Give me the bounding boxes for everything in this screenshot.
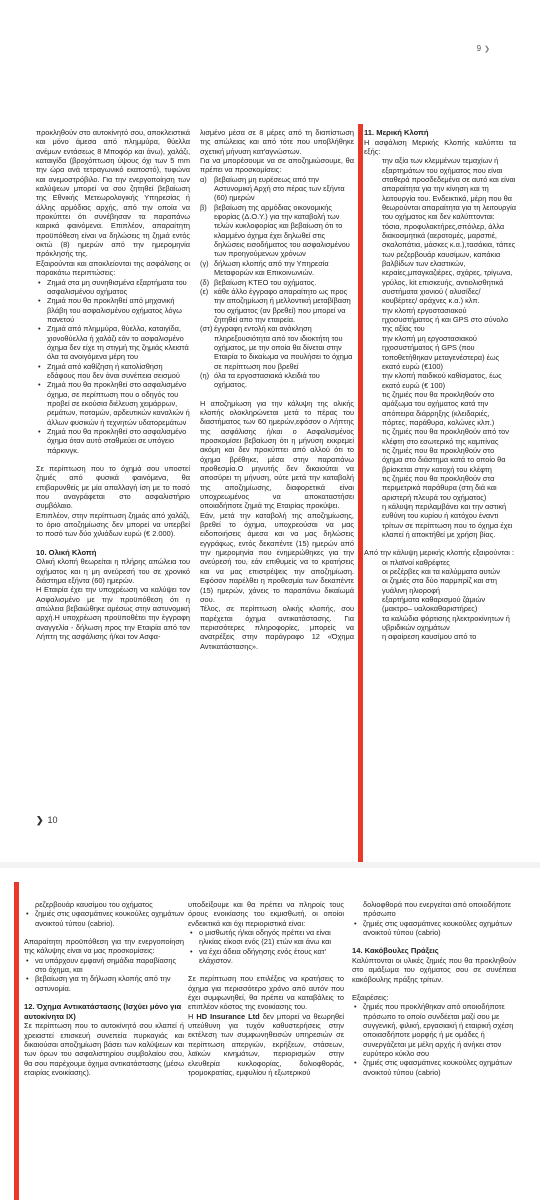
paragraph: Η HD Insurance Ltd δεν μπορεί να θεωρηθεί υπεύθυνη για τυχόν καθυστερήσεις στην εκτέλεση των συμφωνηθεισών υπηρεσιών σε περίπτωση απεργιών, εκρήξεων, στάσεων, λαϊκών κινημάτων, περιορισμών στην ελευθερία κυκλοφορίας, δολιοφθοράς, τρομοκρατίας, εμφυλίου ή εξωτερικού <box>188 1011 344 1077</box>
column-3 <box>352 900 516 1077</box>
paragraph: Σε περίπτωση που επιλέξεις να κρατήσεις το όχημα για περισσότερο χρόνο από αυτόν που έχει συμφωνηθεί, θα πρέπει να καταβάλεις το επιπλέον κόστος της ενοικίασης του. <box>188 974 344 1012</box>
company-name: HD Insurance Ltd <box>196 1011 260 1021</box>
page-10-fragment <box>0 868 540 1200</box>
arrow-icon: ❯ <box>484 46 490 53</box>
list-item: • Ζημιά από πλημμύρα, θύελλα, καταιγίδα, χιονοθύελλα ή χαλάζι εάν το ασφαλισμένο όχημα δεν είχε τη στιγμή της ζημιάς κλειστά όλα τα ανοιγόμενα μέρη του <box>47 324 190 361</box>
column-3 <box>364 128 516 642</box>
requirements-list <box>24 956 184 993</box>
column-2 <box>188 900 344 1077</box>
list-item: • να έχει άδεια οδήγησης ενός έτους κατ' ελάχιστον. <box>199 947 344 966</box>
list-item: β) βεβαίωση της αρμόδιας οικονομικής εφορίας (Δ.Ο.Υ.) για την καταβολή των τελών κυκλοφορίας και βεβαίωση ότι το κλαμμένο όχημα έχει δηλωθεί στις δηλώσεις εισοδήματος του ασφαλισμένου των προηγούμενων χρόνων <box>200 202 350 259</box>
list-item: (στ) έγγραφη εντολή και ανάκληση πληρεξουσιότητα από τον ιδιοκτήτη του οχήματος, με την οποία θα δίνεται στην Εταιρία το δικαίωμα να πουλήσει το όχημα σε περίπτωση που βρεθεί <box>200 324 353 371</box>
list-item: (γ) δήλωση κλοπής από την Υπηρεσία Μεταφορών και Επικοινωνιών. <box>200 258 329 278</box>
section-heading-12: 12. Όχημα Αντικατάστασης (Ισχύει μόνο για αυτοκίνητα ΙΧ) <box>24 1002 182 1021</box>
list-item: • να υπάρχουν εμφανή σημάδια παραβίασης στο όχημα, και <box>35 956 184 975</box>
page-number-top: 9 ❯ <box>476 44 490 53</box>
red-accent-bar-left <box>14 882 19 1200</box>
exclusions-list <box>36 278 190 456</box>
paragraph: Απαραίτητη προϋπόθεση για την ενεργοποίηση της κάλυψης είναι να μας προσκομίσεις: <box>24 937 184 956</box>
list-item: • βεβαίωση για τη δήλωση κλοπής από την αστυνομία. <box>35 974 184 993</box>
list-item: η αφαίρεση καυσίμου από το <box>382 632 477 642</box>
column-2 <box>200 128 354 651</box>
list-item: την κλοπή μη εργοστασιακού ηχοσυστήματος ή GPS (που τοποθετήθηκαν μεταγενέστερα) έως εκατό ευρώ (€100) <box>382 333 500 371</box>
paragraph: Εξαιρέσεις: <box>352 993 389 1002</box>
list-item: τις ζημιές που θα προκληθούν στο αμάξωμα του οχήματος κατά την απόπειρα διάρρηξης (κλειδαριές, πόρτες, παράθυρα, κολώνες κλπ.) <box>382 389 495 427</box>
list-item: • ζημιές στις υφασμάτινες κουκούλες οχημάτων ανοικτού τύπου (cabrio) <box>363 1058 516 1077</box>
list-item: η κάλυψη περιλαμβάνει και την αστική ευθύνη του κυρίου ή κατόχου έναντι τρίτων σε περίπτωση που το όχημα έχει κλαπεί ή αποκτήθεί με χρήση βίας. <box>382 502 513 540</box>
list-item: (ε) κάθε άλλο έγγραφο απαραίτητο ως προς την αποζημίωση ή μελλοντική μεταβίβαση του οχήματος (αν βρεθεί) που μπορεί να ζητηθεί απο την εταιρεία. <box>200 286 351 324</box>
list-item: τα καλώδια φόρτισης ηλεκτροκίνητων ή υβριδικών οχημάτων <box>382 613 510 633</box>
paragraph: Τέλος, σε περίπτωση ολικής κλοπής, σου παρέχεται όχημα αντικατάστασης. Για περισσότερες πληροφορίες, μπορείς να ανατρέξεις στην παράγραφο 12 «Όχημα Αντικατάστασης». <box>200 604 354 651</box>
paragraph: Η Εταιρία έχει την υποχρέωση να καλύψει τον Ασφαλισμένο με την προϋπόθεση ότι η απώλεια βεβαιώθηκε αμέσως στην αστυνομική αρχή.Η υποχρέωση προϋποθέτει την έγγραφη αναγγελία - δήλωση προς την Εταιρία από τον Λήπτη της ασφάλισης ή/και τον Ασφα- <box>36 585 190 642</box>
list-item-continuation: ρεζερβουάρ καυσίμου του οχήματος <box>35 900 153 909</box>
list-item-continuation: δολιοφθορά που ενεργείται από οποιοδήποτε πρόσωπο <box>363 900 512 919</box>
list-item: τις ζημιές που θα προκληθούν στο όχημα στο διάστημα κατά το οποίο θα βρίσκεται στην κατοχή του κλέφτη <box>382 445 506 474</box>
section-heading-11: 11. Μερική Κλοπή <box>364 128 429 137</box>
paragraph: Σε περίπτωση που το όχημά σου υποστεί ζημιές από φυσικά φαινόμενα, θα επιβαρυνθείς με μία απαλλαγή ίση με το ποσό που αναγράφεται στο ασφαλιστήριο συμβόλαιο. <box>36 464 190 511</box>
list-item: • Ζημιά από καθίζηση ή κατολίσθηση εδάφους που δεν άναι συνέπεια σεισμού <box>47 362 190 381</box>
arrow-icon: ❯ <box>36 815 44 825</box>
paragraph: Από την κάλυψη μερικής κλοπής εξαιρούνται : <box>364 548 514 558</box>
page-number-bottom: ❯ 10 <box>36 815 58 825</box>
list-item: • Ζημιά στα μη συνηθισμένα εξαρτήματα του ασφαλισμένου οχήματος <box>47 278 190 297</box>
paragraph: Η αποζημίωση για την κάλυψη της ολικής κλοπής ολοκληρώνεται μετά το πέρας του διαστήματος των 60 ημερών,εφόσον ο Λήπτης της ασφάλισης ή/και ο Ασφαλισμένος προσκομίσει βεβαίωση ότι η μήνυση εκκρεμεί ακόμη και δεν προκύπτει από αλλού ότι το όχημα βρέθηκε, μέσα στην παραπάνω προθεσμία.Ο μηνυτής δεν δικαιούται να αποσύρει τη μήνυση, ούτε μετά την καταβολή της αποζημίωσης, διαφορετικά είναι υποχρεωμένος να αποκαταστήσει οποιαδήποτε ζημιά της Εταιρίας προκύψει. <box>200 398 354 511</box>
exclusions-list <box>352 1002 516 1077</box>
list-item: την κλοπή παιδικού καθίσματος, έως εκατό ευρώ (€ 100) <box>382 371 502 390</box>
bullet-list <box>24 909 184 928</box>
paragraph: Η ασφάλιση Μερικής Κλοπής καλύπτει τα εξής: <box>364 137 516 156</box>
list-item: την αξία των κλεμμένων τεμαχίων ή εξαρτημάτων του οχήματος που είναι σταθερά προσδεδεμένα σε αυτό και είναι απαραίτητα για την κίνηση και τη λειτουργία του. Ενδεικτικά, μέρη που θα θεωρούνται απαραίτητα για τη λειτουργία του οχήματος και δεν καλύπτονται: τόσια, προφυλακτήρες,σπόιλερ, άλλα διακοσμητικά (αεροτομές, μαρσπιέ, σκαλοπάτια, μάσκες κ.α.),τασάκια, τάπες των ρεζερβουάρ καυσίμων, καπάκια βαλβίδων των ελαστικών, κεραίες,μπαγκαζιέρες, σχάρες, τρίγωνα, γρύλος, kit επισκευής, αντιολισθητικά συστήματα χιονιού ( αλυσίδες/ κουβέρτες/ αράχνες κ.α.) κλπ. <box>382 156 516 306</box>
paragraph: λισμένο μέσα σε 8 μέρες από τη διαπίστωση της απώλειας και από τότε που υποβλήθηκε σχετική μήνυση κατ'αγνώστων. <box>200 128 354 156</box>
bullet-list <box>352 919 516 938</box>
column-1 <box>24 900 184 1077</box>
paragraph: Επιπλέον, στην περίπτωση ζημιάς από χαλάζι, το όριο αποζημίωσης δεν μπορεί να υπερβεί το ποσό των δύο χιλιάδων ευρώ (€ 2.000). <box>36 510 190 539</box>
list-item: • Ζημιά που θα προκληθεί στο ασφαλισμένο όχημα όταν αυτό σταθμεύει σε υπόγειο πάρκινγκ. <box>47 427 190 455</box>
column-1 <box>36 128 190 641</box>
list-item: • ζημιές που προκλήθηκαν από οποιοδήποτε πρόσωπο το οποίο συνδέεται μαζί σου με συγγενική, φιλική, εργασιακή ή εταιρική σχέση οποιασδήποτε μορφής ή με ομάδες ή συνεργάζεται με μέλη αρχής ή ανήκει στον ευρύτερο κύκλο σου <box>363 1002 516 1058</box>
list-item: οι ρεζέρβες και τα καλύμματα αυτών <box>382 567 500 577</box>
list-item: • ο μισθωτής ή/και οδηγός πρέπει να είναι ηλικίας είκοσι ενός (21) ετών και άνω και <box>199 928 344 947</box>
list-item: την κλοπή εργοστασιακού ηχοσυστήματος ή και GPS στο σύνολο της αξίας του <box>382 305 509 334</box>
list-item: • Ζημιά που θα προκληθεί από μηχανική βλάβη του ασφαλισμένου οχήματος λόγω πανετού <box>47 296 190 324</box>
paragraph: Εάν, μετά την καταβολή της αποζημίωσης, βρεθεί το όχημα, υποχρεούσαι να μας ειδοποιήσεις άμεσα και να μας δηλώσεις εγγράφως, εντός δεκαπέντε (15) ημερών από την ημερομηνία που ενημερώθηκες για την ανεύρεσή του, εάν επιθυμείς να το κρατήσεις και να μας επιστρέψεις την αποζημίωση. Εφόσον παρέλθει η προθεσμία των δεκαπέντε (15) ημερών, χάνεις το παραπάνω δικαίωμά σου. <box>200 510 354 604</box>
list-item: τις ζημιές που θα προκληθούν στα περιμετρικά παράθυρα (στη διά και αριστερή πλευρά του οχήματος) <box>382 473 497 502</box>
paragraph: Καλύπτονται οι υλικές ζημιές που θα προκληθούν στο αμάξωμα του οχήματος σου σε συνέπεια κακόβουλης πράξης τρίτων. <box>352 955 516 984</box>
paragraph: Εξαιρούνται και αποκλείονται της ασφάλισης οι παρακάτω περιπτώσεις: <box>36 258 190 278</box>
paragraph: προκληθούν στο αυτοκίνητό σου, αποκλειστικά και μόνο άμεσα από πλημμύρα, θύελλα ανέμων εντάσεως 8 Μποφόρ και άνω), χαλάζι, καταιγίδα (βροχόπτωση ύψους όχι των 5 mm την ώρα ανά τετραγωνικό εκατοστό), τυφώνα και ανεμοστρόβιλο. Για την ενεργοποίηση των καλύψεων μπορεί να σου ζητηθεί βεβαίωση της Εθνικής Μετεωρολογικής Υπηρεσίας ή άλλης αρμόδιας αρχής, από την οποία να προκύπτει ότι συνέβησαν τα παραπάνω καιρικά φαινόμενα. Επιπλέον, απαραίτητη προϋπόθεση είναι να δηλώσεις τη ζημιά εντός οκτώ (8) ημερών από την ημερομηνία πρόκλησής της. <box>36 128 190 259</box>
paragraph: Σε περίπτωση που το αυτοκίνητό σου κλαπεί ή χρειαστεί επισκευή συνεπεία πυρκαγιάς και δικαιούσαι αποζημίωση βάσει των καλύψεων και των όρων του ασφαλιστηρίου συμβολαίου σου, θα σου παρέχουμε όχημα αντικατάστασης (μέσω εταιρίας ενοικίασης). <box>24 1021 184 1077</box>
list-item: • ζημιές στις υφασμάτινες κουκούλες οχημάτων ανοικτού τύπου (cabrio) <box>363 919 516 938</box>
list-item: τις ζημιές που θα προκληθούν από τον κλέφτη στο εσωτερικό της καμπίνας <box>382 427 509 446</box>
paragraph: Ολική κλοπή θεωρείται η πλήρης απώλεια του οχήματος και η μη ανεύρεσή του σε χρονικό διάστημα εξήντα (60) ημερών. <box>36 557 190 586</box>
red-accent-bar <box>358 124 363 866</box>
list-item: • Ζημιά που θα προκληθεί στο ασφαλισμένο όχημα, σε περίπτωση που ο οδηγός του προβεί σε εκούσια διέλευση χειμάρρων, ρεμάτων, ποταμών, αρδευτικών καναλιών ή άλλων φυσικών ή τεχνητών υδατορεμάτων <box>47 380 190 427</box>
list-item: α) βεβαίωση μη ευρέσεως από την Αστυνομική Αρχή στο πέρας των εξήντα (60) ημερών <box>200 174 345 203</box>
list-item: οι πλαϊνοί καθρέφτες <box>382 557 450 567</box>
paragraph: υποδείξουμε και θα πρέπει να πληροίς τους όρους ενοικίασης του εκμισθωτή, οι οποίοι ενδεικτικά και όχι περιοριστικά είναι: <box>188 900 344 928</box>
section-heading-14: 14. Κακόβουλες Πράξεις <box>352 946 439 956</box>
list-item: (η) όλα τα εργοστασιακά κλειδιά του οχήματος. <box>200 370 320 390</box>
list-item: εξαρτήματα καθαρισμού ζάμιών (μακτρο– υαλοκαθαριστήρες) <box>382 595 486 614</box>
list-item: • ζημιές στις υφασμάτινες κουκούλες οχημάτων ανοικτού τύπου (cabrio). <box>35 909 184 928</box>
section-heading-10: 10. Ολική Κλοπή <box>36 547 97 557</box>
list-item: οι ζημιές στα δύο παρμπρίζ και στη γυάλινη ηλιοροφή <box>382 576 498 595</box>
list-item: (δ) βεβαίωση ΚΤΕΟ του οχήματος. <box>200 277 317 287</box>
conditions-list <box>188 928 344 965</box>
paragraph: Για να μπορέσουμε να σε αποζημιώσουμε, θα πρέπει να προσκομίσεις: <box>200 156 354 175</box>
